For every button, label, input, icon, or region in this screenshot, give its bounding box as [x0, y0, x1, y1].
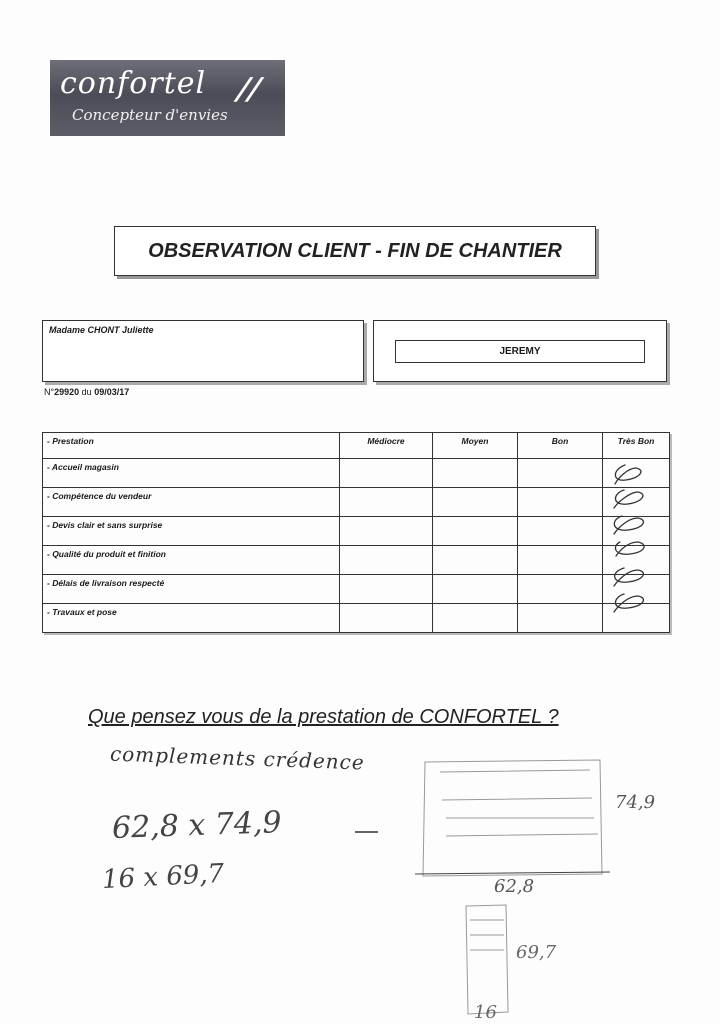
sketch-dim-small-bottom: 16	[474, 1002, 497, 1023]
cell-mediocre[interactable]	[340, 517, 433, 546]
ref-du: du	[81, 387, 92, 397]
row-label: - Qualité du produit et finition	[43, 546, 340, 575]
table-row	[43, 575, 670, 604]
cell-moyen[interactable]	[433, 546, 518, 575]
cell-bon[interactable]	[518, 575, 603, 604]
cell-mediocre[interactable]	[340, 604, 433, 633]
cell-tres-bon[interactable]	[603, 575, 670, 604]
handwritten-note-2: 62,8 x 74,9	[111, 805, 283, 846]
row-label: - Délais de livraison respecté	[43, 575, 340, 604]
cell-moyen[interactable]	[433, 604, 518, 633]
col-bon: Bon	[518, 433, 603, 459]
ref-number: 29920	[54, 387, 80, 397]
table-row	[43, 517, 670, 546]
form-title-box	[114, 226, 596, 276]
rating-header-row	[43, 433, 670, 459]
cell-mediocre[interactable]	[340, 546, 433, 575]
cell-mediocre[interactable]	[340, 488, 433, 517]
cell-tres-bon[interactable]	[603, 488, 670, 517]
cell-bon[interactable]	[518, 546, 603, 575]
ref-prefix: N°	[44, 387, 55, 397]
sketch-dim-small: 69,7	[516, 942, 557, 963]
cell-bon[interactable]	[518, 604, 603, 633]
seller-name: JEREMY	[499, 346, 541, 357]
handwritten-note-1: complements crédence	[109, 741, 366, 775]
row-label: - Compétence du vendeur	[43, 488, 340, 517]
seller-box	[373, 320, 667, 382]
col-mediocre: Médiocre	[340, 433, 433, 459]
handwritten-dash: —	[358, 826, 359, 827]
rating-table	[42, 432, 670, 633]
form-title: OBSERVATION CLIENT - FIN DE CHANTIER	[148, 239, 562, 262]
cell-tres-bon[interactable]	[603, 459, 670, 488]
sketch-dim-bottom: 62,8	[494, 876, 535, 897]
cell-bon[interactable]	[518, 517, 603, 546]
cell-mediocre[interactable]	[340, 459, 433, 488]
seller-field	[395, 340, 645, 363]
logo-brand: confortel	[60, 66, 207, 101]
row-label: - Travaux et pose	[43, 604, 340, 633]
row-label: - Devis clair et sans surprise	[43, 517, 340, 546]
cell-moyen[interactable]	[433, 575, 518, 604]
col-prestation: - Prestation	[43, 433, 340, 459]
sketch-dim-right: 74,9	[615, 792, 656, 813]
table-row	[43, 546, 670, 575]
table-row	[43, 459, 670, 488]
question-heading: Que pensez vous de la prestation de CONFORTEL ?	[88, 706, 559, 728]
handwritten-note-3: 16 x 69,7	[101, 858, 225, 896]
col-tres-bon: Très Bon	[603, 433, 670, 459]
ref-date: 09/03/17	[94, 387, 130, 397]
cell-tres-bon[interactable]	[603, 517, 670, 546]
table-row	[43, 604, 670, 633]
client-box	[42, 320, 364, 382]
order-reference	[44, 387, 129, 397]
col-moyen: Moyen	[433, 433, 518, 459]
cell-bon[interactable]	[518, 488, 603, 517]
logo-slash-mark: //	[231, 72, 267, 107]
cell-bon[interactable]	[518, 459, 603, 488]
cell-moyen[interactable]	[433, 488, 518, 517]
cell-tres-bon[interactable]	[603, 546, 670, 575]
cell-moyen[interactable]	[433, 459, 518, 488]
client-name: Madame CHONT Juliette	[49, 325, 154, 335]
table-row	[43, 488, 670, 517]
row-label: - Accueil magasin	[43, 459, 340, 488]
cell-mediocre[interactable]	[340, 575, 433, 604]
cell-tres-bon[interactable]	[603, 604, 670, 633]
confortel-logo	[50, 60, 285, 136]
logo-tagline: Concepteur d'envies	[72, 106, 228, 124]
cell-moyen[interactable]	[433, 517, 518, 546]
